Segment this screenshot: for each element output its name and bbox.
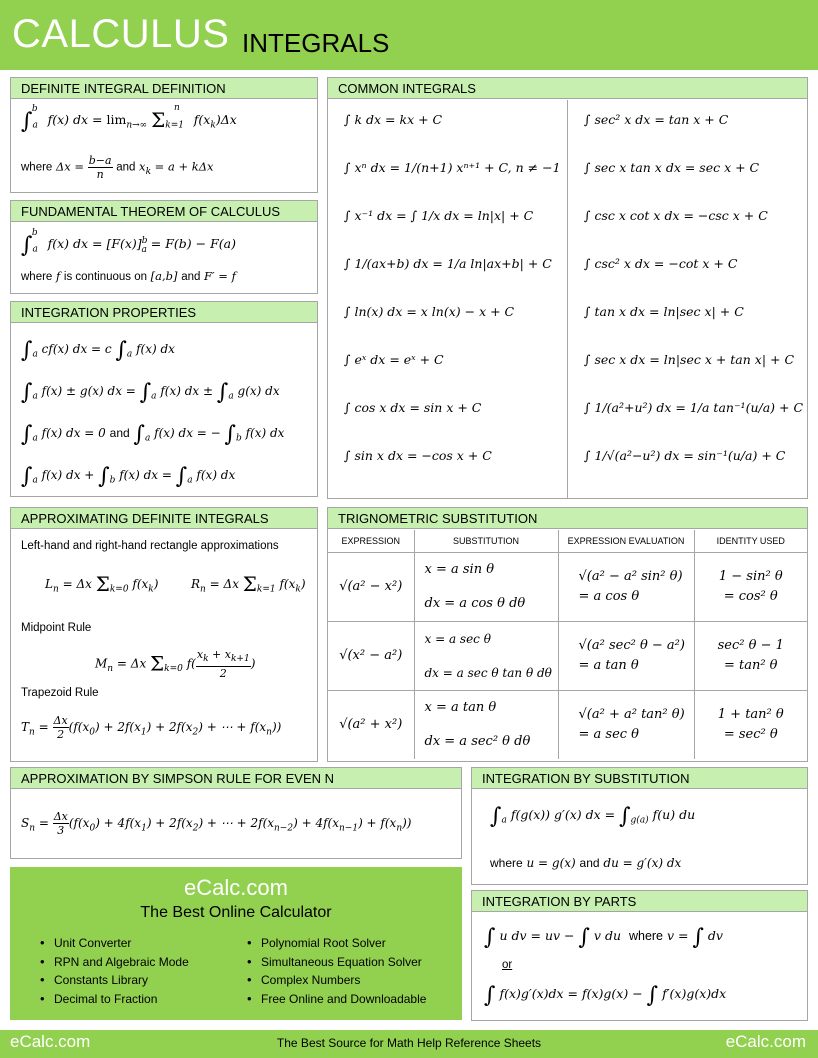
evaluation-line: √(a² − a² sin² θ) [578, 568, 683, 584]
section-title: DEFINITE INTEGRAL DEFINITION [11, 78, 317, 99]
substitution-line: dx = a cos θ dθ [424, 595, 526, 611]
promo-feature-item: • Unit Converter [38, 936, 189, 955]
common-integral-formula: ∫ cos x dx = sin x + C [344, 400, 482, 415]
approximating-integrals-panel [10, 507, 318, 762]
table-header-row [328, 530, 807, 552]
common-integral-formula: ∫ sec x dx = ln|sec x + tan x| + C [584, 352, 795, 367]
expression-cell: √(x² − a²) [328, 621, 414, 690]
fundamental-theorem-panel [10, 200, 318, 294]
common-integral-formula: ∫ eˣ dx = eˣ + C [344, 352, 444, 367]
common-integral-formula: ∫ sin x dx = −cos x + C [344, 448, 492, 463]
expression-cell: √(a² − x²) [328, 552, 414, 621]
parts-formula-primary: ∫ u dv = uv − ∫ v du where v = ∫ dv [484, 925, 723, 950]
ftc-where: where f is continuous on [a,b] and F′ = f [21, 269, 236, 283]
section-title: INTEGRATION BY SUBSTITUTION [472, 768, 807, 789]
evaluation-line: = a sec θ [578, 726, 640, 742]
section-title: INTEGRATION BY PARTS [472, 891, 807, 912]
identity-line: 1 + tan² θ [717, 706, 784, 722]
substitution-formula: $\int_a$ f(g(x)) g′(x) dx = $\int_{g(a)}$ f(u) du [490, 804, 696, 829]
promo-feature-item: • Polynomial Root Solver [245, 936, 426, 955]
parts-or-text: or [502, 959, 513, 971]
property-additivity: $\int_a$ f(x) dx + $\int_b$ f(x) dx = $\int_a$ f(x) dx [21, 464, 236, 489]
identity-line: = sec² θ [723, 726, 778, 742]
evaluation-line: = a tan θ [578, 657, 639, 673]
common-integral-formula: ∫ xⁿ dx = 1/(n+1) xⁿ⁺¹ + C, n ≠ −1 [344, 160, 561, 175]
substitution-where: where u = g(x) and du = g′(x) dx [490, 856, 682, 870]
common-integral-formula: ∫ csc² x dx = −cot x + C [584, 256, 738, 271]
footer-bar [0, 1030, 818, 1058]
column-header: EXPRESSION [328, 530, 414, 552]
common-integral-formula: ∫ 1/√(a²−u²) dx = sin⁻¹(u/a) + C [584, 448, 786, 463]
integration-parts-panel [471, 890, 808, 1021]
footer-site-right[interactable]: eCalc.com [725, 1032, 806, 1051]
identity-line: sec² θ − 1 [717, 637, 784, 653]
substitution-cell [414, 690, 558, 759]
common-integral-formula: ∫ csc x cot x dx = −csc x + C [584, 208, 768, 223]
substitution-line: x = a tan θ [424, 699, 497, 715]
right-hand-approx: $R_n = \Delta x$ $\Sigma_{k=1}$ $f(x_k)$ [191, 572, 306, 596]
table-row [328, 690, 807, 759]
promo-feature-list-right [245, 936, 426, 1010]
property-reverse-limits: $\int_a$ f(x) dx = 0 and $\int_a$ f(x) dx = − $\int_b$ f(x) dx [21, 422, 285, 447]
identity-line: = tan² θ [723, 657, 778, 673]
table-row [328, 552, 807, 621]
section-title: FUNDAMENTAL THEOREM OF CALCULUS [11, 201, 317, 222]
header-bar [0, 0, 818, 70]
parts-formula-alternate: ∫ f(x)g′(x)dx = f(x)g(x) − ∫ f′(x)g(x)dx [484, 983, 727, 1008]
property-sum: $\int_a$ f(x) ± g(x) dx = $\int_a$ f(x) dx ± $\int_a$ g(x) dx [21, 380, 280, 405]
section-title: APPROXIMATION BY SIMPSON RULE FOR EVEN N [11, 768, 461, 789]
evaluation-cell [558, 690, 694, 759]
column-header: EXPRESSION EVALUATION [558, 530, 694, 552]
identity-line: 1 − sin² θ [718, 568, 783, 584]
evaluation-line: √(a² + a² tan² θ) [578, 706, 685, 722]
trapezoid-rule-label: Trapezoid Rule [21, 687, 99, 699]
common-integral-formula: ∫ ln(x) dx = x ln(x) − x + C [344, 304, 515, 319]
substitution-cell [414, 552, 558, 621]
identity-cell [694, 621, 807, 690]
section-title: APPROXIMATING DEFINITE INTEGRALS [11, 508, 317, 529]
identity-line: = cos² θ [723, 588, 778, 604]
common-integral-formula: ∫ 1/(ax+b) dx = 1/a ln|ax+b| + C [344, 256, 552, 271]
column-header: IDENTITY USED [694, 530, 807, 552]
evaluation-cell [558, 552, 694, 621]
trig-substitution-panel [327, 507, 808, 762]
promo-site-name[interactable]: eCalc.com [184, 875, 288, 900]
common-integral-formula: ∫ sec x tan x dx = sec x + C [584, 160, 760, 175]
footer-tagline: The Best Source for Math Help Reference Sheets [276, 1036, 542, 1050]
substitution-line: dx = a sec² θ dθ [424, 733, 531, 749]
definite-integral-panel [10, 77, 318, 193]
promo-feature-item: • Decimal to Fraction [38, 992, 189, 1011]
common-integral-formula: ∫ tan x dx = ln|sec x| + C [584, 304, 744, 319]
definite-integral-formula: $\int_a^b$ f(x) dx = $\lim_{n\to\infty} \Sigma_{k=1}^n$ $f(x_k)\Delta x$ [21, 102, 237, 134]
midpoint-rule-formula: $M_n = \Delta x$ $\Sigma_{k=0}$ f( $\frac{x_k + x_{k+1}}{2}$ ) [95, 648, 256, 681]
table-row [328, 621, 807, 690]
column-divider [567, 100, 568, 498]
promo-feature-list-left [38, 936, 189, 1010]
promo-feature-item: • RPN and Algebraic Mode [38, 955, 189, 974]
page-title: CALCULUS [12, 12, 230, 56]
evaluation-line: √(a² sec² θ − a²) [578, 637, 685, 653]
column-header: SUBSTITUTION [414, 530, 558, 552]
promo-banner [10, 867, 462, 1020]
substitution-line: dx = a sec θ tan θ dθ [424, 665, 552, 680]
promo-feature-item: • Free Online and Downloadable [245, 992, 426, 1011]
promo-feature-item: • Simultaneous Equation Solver [245, 955, 426, 974]
substitution-line: x = a sec θ [424, 631, 491, 646]
promo-feature-item: • Constants Library [38, 973, 189, 992]
section-title: TRIGNOMETRIC SUBSTITUTION [328, 508, 807, 529]
simpson-rule-panel [10, 767, 462, 859]
left-hand-approx: $L_n = \Delta x$ $\Sigma_{k=0}$ $f(x_k)$ [45, 572, 159, 596]
expression-cell: √(a² + x²) [328, 690, 414, 759]
page-subtitle: INTEGRALS [242, 28, 390, 58]
promo-tagline: The Best Online Calculator [140, 904, 332, 921]
common-integral-formula: ∫ x⁻¹ dx = ∫ 1/x dx = ln|x| + C [344, 208, 534, 223]
evaluation-line: = a cos θ [578, 588, 640, 604]
identity-cell [694, 690, 807, 759]
trig-substitution-table [328, 530, 807, 759]
evaluation-cell [558, 621, 694, 690]
promo-feature-item: • Complex Numbers [245, 973, 426, 992]
trapezoid-rule-formula: $T_n$ = $\frac{\Delta x}{2}$ ($f(x_0) + 2f(x_1) + 2f(x_2)$ + ⋯ + $f(x_n)$) [21, 714, 282, 741]
integration-substitution-panel [471, 767, 808, 885]
simpson-rule-formula: $S_n$ = $\frac{\Delta x}{3}$ ($f(x_0) + 4f(x_1) + 2f(x_2)$ + ⋯ + $2f(x_{n-2}) + 4f(x_{n-1}) + f(x_n)$) [21, 810, 412, 837]
definite-integral-where: where Δx = $\frac{b-a}{n}$ and $x_k = a + k\Delta x$ [21, 154, 214, 181]
common-integral-formula: ∫ 1/(a²+u²) dx = 1/a tan⁻¹(u/a) + C [584, 400, 804, 415]
ftc-formula: $\int_a^b$ f(x) dx = $[F(x)]^b_a = F(b) - F(a)$ [21, 227, 236, 258]
identity-cell [694, 552, 807, 621]
section-title: INTEGRATION PROPERTIES [11, 302, 317, 323]
midpoint-rule-label: Midpoint Rule [21, 622, 92, 634]
section-title: COMMON INTEGRALS [328, 78, 807, 99]
common-integrals-panel [327, 77, 808, 499]
property-constant-multiple: $\int_a$ cf(x) dx = c $\int_a$ f(x) dx [21, 338, 175, 363]
common-integral-formula: ∫ sec² x dx = tan x + C [584, 112, 729, 127]
common-integral-formula: ∫ k dx = kx + C [344, 112, 443, 127]
integration-properties-panel [10, 301, 318, 497]
substitution-cell [414, 621, 558, 690]
substitution-line: x = a sin θ [424, 561, 495, 577]
rectangle-approx-label: Left-hand and right-hand rectangle approximations [21, 540, 279, 552]
footer-site-left[interactable]: eCalc.com [10, 1032, 91, 1051]
